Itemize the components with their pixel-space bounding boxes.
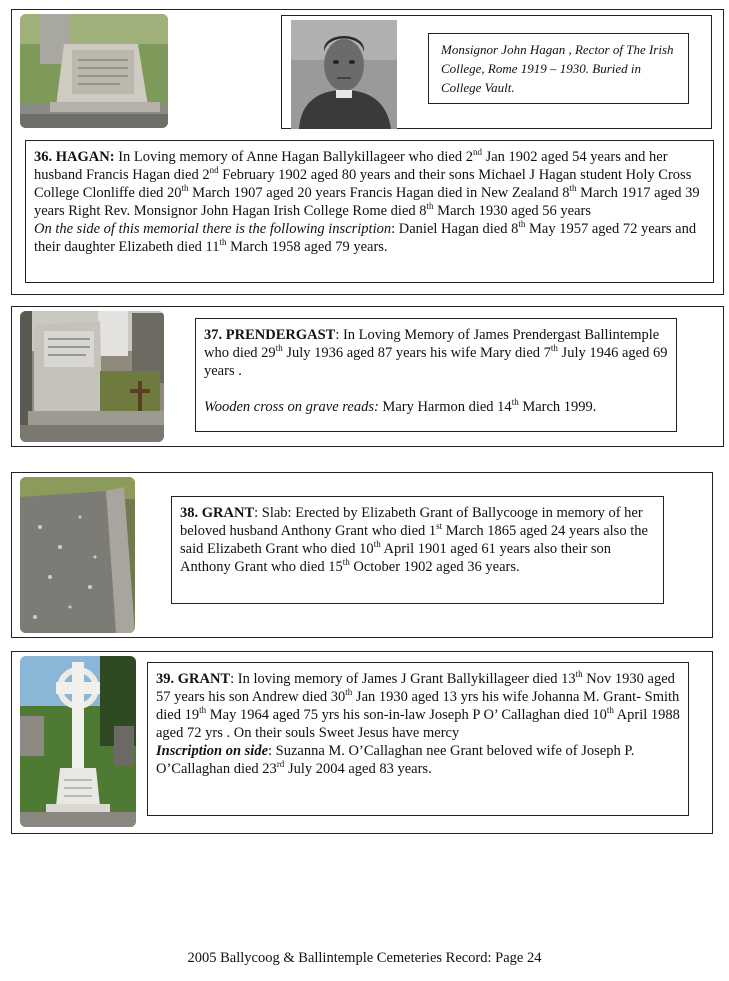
page-footer: 2005 Ballycoog & Ballintemple Cemeteries Record: Page 24: [187, 950, 542, 966]
entry-37-text: [204, 326, 668, 380]
entry-37-box: [195, 318, 677, 432]
ordinal: th: [426, 201, 434, 212]
text-run: Jan 1902 aged 54 years and her husband Francis Hagan died 2: [34, 149, 668, 183]
ordinal: th: [275, 343, 283, 354]
hagan-portrait-photo: [291, 20, 397, 129]
text-run: March 1930 aged 56 years: [433, 203, 591, 219]
ordinal: th: [606, 705, 614, 716]
text-run: July 1936 aged 87 years his wife Mary died 7: [282, 345, 551, 361]
entry-37-cross-label: Wooden cross on grave reads:: [204, 399, 379, 415]
ordinal: th: [518, 219, 526, 230]
portrait-image: [291, 20, 397, 129]
text-run: July 2004 aged 83 years.: [284, 761, 432, 777]
text-run: March 1917 aged 39 years Right Rev. Monsignor John Hagan Irish College Rome died 8: [34, 185, 700, 219]
text-run: March 1958 aged 79 years.: [226, 239, 388, 255]
entry-37-cross-text: [204, 398, 668, 416]
prendergast-grave-image: [20, 311, 164, 442]
text-run: In Loving memory of Anne Hagan Ballykillageer who died 2: [114, 149, 473, 165]
entry-38-number: 38. GRANT: [180, 505, 255, 521]
entry-36-box: [25, 140, 714, 283]
text-run: February 1902 aged 80 years and their sons Michael J Hagan student Holy Cross College Clonliffe died 20: [34, 167, 692, 201]
text-run: March 1907 aged 20 years Francis Hagan died in New Zealand 8: [188, 185, 570, 201]
ordinal: th: [569, 183, 577, 194]
grant-cross-image: [20, 656, 136, 827]
entry-39-text: [156, 670, 680, 778]
entry-37-number: 37. PRENDERGAST: [204, 327, 336, 343]
text-run: March 1999.: [518, 399, 597, 415]
text-run: : Slab: Erected by Elizabeth Grant of Ballycooge in memory of her beloved husband Anthony Grant who died 1: [180, 505, 643, 539]
text-run: Mary Harmon died 14: [378, 399, 512, 415]
text-run: March 1865 aged 24 years also the said Elizabeth Grant who died 10: [180, 523, 648, 557]
entry-39-side-label: Inscription on side: [156, 743, 268, 759]
ordinal: th: [219, 237, 227, 248]
ordinal: st: [436, 521, 443, 532]
hagan-caption-box: [428, 33, 689, 104]
text-run: April 1988 aged 72 yrs . On their souls Sweet Jesus have mercy: [156, 707, 680, 741]
text-run: : In loving memory of James J Grant Ballykillageer died 13: [230, 671, 576, 687]
grant-slab-photo: [20, 477, 135, 633]
hagan-grave-photo: [20, 14, 168, 128]
text-run: July 1946 aged 69 years .: [204, 345, 668, 379]
text-run: April 1901 aged 61 years also their son Anthony Grant who died 15: [180, 541, 612, 575]
grant-slab-image: [20, 477, 135, 633]
text-run: : Daniel Hagan died 8: [391, 221, 519, 237]
text-run: : In Loving Memory of James Prendergast Ballintemple who died 29: [204, 327, 660, 361]
text-run: Jan 1930 aged 13 yrs his wife Johanna M. Grant- Smith died 19: [156, 689, 680, 723]
ordinal: th: [511, 397, 519, 408]
entry-38-box: [171, 496, 664, 604]
prendergast-grave-photo: [20, 311, 164, 442]
hagan-grave-image: [20, 14, 168, 128]
ordinal: th: [181, 183, 189, 194]
text-run: : Suzanna M. O’Callaghan nee Grant beloved wife of Joseph P. O’Callaghan died 23: [156, 743, 635, 777]
ordinal: rd: [276, 759, 285, 770]
entry-36-number: 36. HAGAN:: [34, 149, 115, 165]
hagan-caption: Monsignor John Hagan , Rector of The Irish College, Rome 1919 – 1930. Buried in College Vault.: [441, 42, 674, 95]
ordinal: th: [342, 557, 350, 568]
ordinal: nd: [472, 147, 482, 158]
ordinal: th: [550, 343, 558, 354]
ordinal: nd: [209, 165, 219, 176]
grant-cross-photo: [20, 656, 136, 827]
entry-36-side-label: On the side of this memorial there is the following inscription: [34, 221, 392, 237]
entry-38-text: [180, 504, 655, 576]
text-run: May 1957 aged 72 years and their daughter Elizabeth died 11: [34, 221, 697, 255]
text-run: October 1902 aged 36 years.: [349, 559, 520, 575]
entry-36-text: [34, 148, 705, 256]
ordinal: th: [345, 687, 353, 698]
text-run: May 1964 aged 75 yrs his son-in-law Joseph P O’ Callaghan died 10: [206, 707, 607, 723]
ordinal: th: [373, 539, 381, 550]
entry-39-box: [147, 662, 689, 816]
entry-39-number: 39. GRANT: [156, 671, 231, 687]
ordinal: th: [199, 705, 207, 716]
ordinal: th: [575, 669, 583, 680]
text-run: Nov 1930 aged 57 years his son Andrew died 30: [156, 671, 675, 705]
